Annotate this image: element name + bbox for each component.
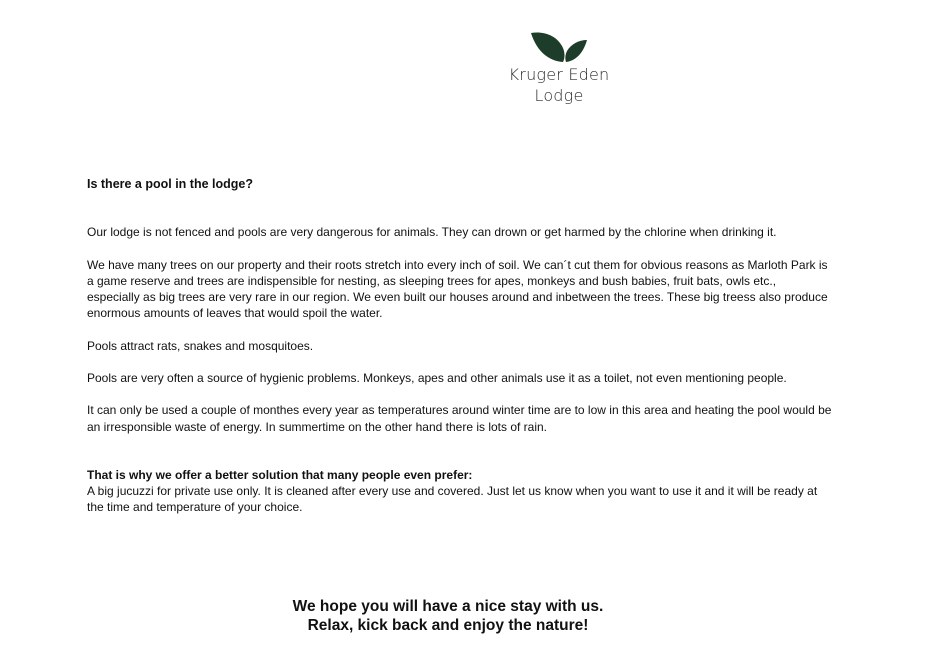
lodge-logo <box>500 30 618 106</box>
faq-paragraph-3: Pools attract rats, snakes and mosquitoes. <box>87 338 314 353</box>
faq-paragraph-4: Pools are very often a source of hygienic problems. Monkeys, apes and other animals use it as a toilet, not even mentioning people. <box>87 370 787 385</box>
faq-paragraph-2: We have many trees on our property and their roots stretch into every inch of soil. We can´t cut them for obvious reasons as Marloth Park is a game reserve and trees are indispensible for nesting, as sleeping trees for apes, monkeys and bush babies, fruit bats, owls etc., especially as big trees are very rare in our region. We even built our houses around and inbetween the trees. These big treess also produce enormous amounts of leaves that would spoil the water. <box>87 257 828 321</box>
faq-paragraph-5: It can only be used a couple of monthes every year as temperatures around winter time are to low in this area and heating the pool would be an irresponsible waste of energy. In summertime on the other hand there is lots of rain. <box>87 403 832 434</box>
right-leaf <box>565 40 587 62</box>
closing-line-2: Relax, kick back and enjoy the nature! <box>307 617 589 634</box>
logo-line-2: Lodge <box>534 86 584 105</box>
left-leaf <box>531 33 565 62</box>
closing-line-1: We hope you will have a nice stay with us. <box>292 598 604 615</box>
faq-paragraph-1: Our lodge is not fenced and pools are very dangerous for animals. They can drown or get harmed by the chlorine when drinking it. <box>87 225 777 240</box>
logo-line-1: Kruger Eden <box>508 65 610 84</box>
faq-content <box>87 176 832 515</box>
closing-message <box>0 597 940 635</box>
solution-text: A big jucuzzi for private use only. It is cleaned after every use and covered. Just let us know when you want to use it and it will be ready at the time and temperature of your choice. <box>87 483 818 515</box>
faq-question: Is there a pool in the lodge? <box>87 177 253 191</box>
leaves-icon <box>529 30 589 64</box>
solution-heading: That is why we offer a better solution that many people even prefer: <box>87 467 473 482</box>
